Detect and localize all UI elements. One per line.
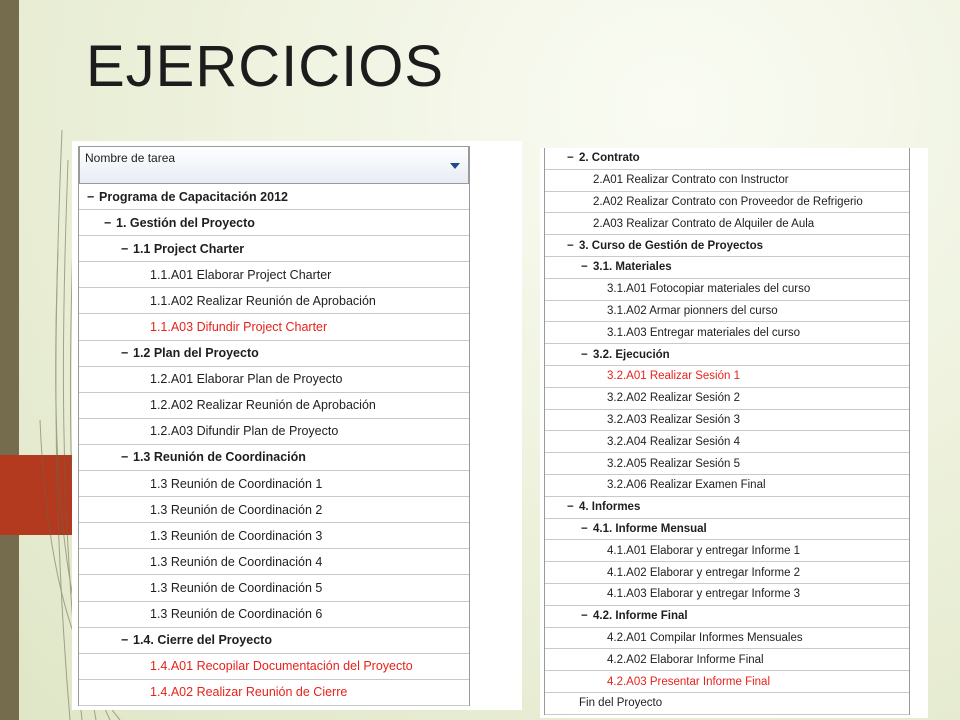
summary-task-row[interactable] (545, 344, 909, 366)
task-row[interactable] (79, 314, 469, 340)
collapse-toggle-icon[interactable]: − (104, 215, 112, 230)
task-row[interactable] (545, 366, 909, 388)
task-name: 4.2.A03 Presentar Informe Final (607, 675, 770, 688)
summary-task-row[interactable] (545, 257, 909, 279)
collapse-toggle-icon[interactable]: − (121, 450, 129, 465)
task-row[interactable] (545, 628, 909, 650)
task-row[interactable] (545, 170, 909, 192)
task-row[interactable] (79, 262, 469, 288)
summary-task-row[interactable] (79, 210, 469, 236)
collapse-toggle-icon[interactable]: − (87, 189, 95, 204)
task-list-right (545, 148, 909, 715)
task-name: 2. Contrato (579, 152, 640, 165)
task-name: 1.1.A01 Elaborar Project Charter (150, 267, 332, 282)
task-name: 3.2.A02 Realizar Sesión 2 (607, 392, 740, 405)
task-name: 4.2.A01 Compilar Informes Mensuales (607, 631, 803, 644)
task-name: 4. Informes (579, 501, 641, 514)
collapse-toggle-icon[interactable]: − (121, 241, 129, 256)
task-row[interactable] (79, 654, 469, 680)
task-name: 1.2.A02 Realizar Reunión de Aprobación (150, 398, 376, 413)
task-row[interactable] (545, 388, 909, 410)
task-name: 1.2.A03 Difundir Plan de Proyecto (150, 424, 339, 439)
task-row[interactable] (545, 584, 909, 606)
task-row[interactable] (545, 279, 909, 301)
task-name: 1.3 Reunión de Coordinación 2 (150, 502, 323, 517)
task-name: 1.4.A01 Recopilar Documentación del Proyecto (150, 659, 413, 674)
task-row[interactable] (545, 431, 909, 453)
task-row[interactable] (545, 192, 909, 214)
summary-task-row[interactable] (79, 628, 469, 654)
task-row[interactable] (79, 288, 469, 314)
task-row[interactable] (545, 322, 909, 344)
collapse-toggle-icon[interactable]: − (567, 152, 574, 165)
task-row[interactable] (79, 367, 469, 393)
task-row[interactable] (545, 562, 909, 584)
task-name: 3.2.A06 Realizar Examen Final (607, 479, 766, 492)
task-row[interactable] (79, 419, 469, 445)
summary-task-row[interactable] (545, 148, 909, 170)
collapse-toggle-icon[interactable]: − (581, 522, 588, 535)
collapse-toggle-icon[interactable]: − (567, 239, 574, 252)
task-name: 1.3 Reunión de Coordinación (133, 450, 306, 465)
task-name: 1.1.A03 Difundir Project Charter (150, 320, 328, 335)
task-name: 3.1.A01 Fotocopiar materiales del curso (607, 283, 811, 296)
slide-title: EJERCICIOS (86, 34, 445, 99)
task-row[interactable] (79, 549, 469, 575)
task-row[interactable] (545, 475, 909, 497)
summary-task-row[interactable] (79, 341, 469, 367)
task-row[interactable] (545, 301, 909, 323)
task-table-left (78, 146, 470, 706)
task-name: 1.3 Reunión de Coordinación 3 (150, 528, 323, 543)
task-name: 1.1.A02 Realizar Reunión de Aprobación (150, 293, 376, 308)
task-row[interactable] (545, 540, 909, 562)
task-name: Programa de Capacitación 2012 (99, 189, 288, 204)
task-name: 3.2.A05 Realizar Sesión 5 (607, 457, 740, 470)
right-screenshot-panel (540, 148, 928, 718)
task-name: Fin del Proyecto (579, 697, 663, 710)
task-row[interactable] (79, 471, 469, 497)
task-row[interactable] (79, 523, 469, 549)
dropdown-arrow-icon[interactable] (450, 163, 460, 169)
task-row[interactable] (545, 693, 909, 715)
task-list-left (79, 184, 469, 706)
task-row[interactable] (545, 453, 909, 475)
task-name: 3.2. Ejecución (593, 348, 670, 361)
collapse-toggle-icon[interactable]: − (121, 633, 129, 648)
task-name: 1.2.A01 Elaborar Plan de Proyecto (150, 372, 343, 387)
task-name: 3. Curso de Gestión de Proyectos (579, 239, 764, 252)
task-name: 3.1.A02 Armar pionners del curso (607, 304, 778, 317)
task-row[interactable] (545, 410, 909, 432)
summary-task-row[interactable] (545, 235, 909, 257)
collapse-toggle-icon[interactable]: − (121, 346, 129, 361)
collapse-toggle-icon[interactable]: − (581, 610, 588, 623)
left-screenshot-panel (72, 141, 522, 710)
summary-task-row[interactable] (545, 606, 909, 628)
summary-task-row[interactable] (545, 519, 909, 541)
task-row[interactable] (79, 497, 469, 523)
task-name: 1.1 Project Charter (133, 241, 245, 256)
task-name: 1.3 Reunión de Coordinación 1 (150, 476, 323, 491)
task-name: 2.A02 Realizar Contrato con Proveedor de Refrigerio (593, 195, 863, 208)
task-name: 3.1. Materiales (593, 261, 672, 274)
task-row[interactable] (545, 671, 909, 693)
task-name: 4.1. Informe Mensual (593, 522, 707, 535)
task-table-right (544, 148, 910, 715)
task-name: 1. Gestión del Proyecto (116, 215, 255, 230)
task-row[interactable] (79, 393, 469, 419)
task-name: 3.2.A01 Realizar Sesión 1 (607, 370, 740, 383)
task-name: 1.4. Cierre del Proyecto (133, 633, 272, 648)
column-header-label: Nombre de tarea (85, 151, 176, 165)
task-row[interactable] (79, 602, 469, 628)
task-name: 1.4.A02 Realizar Reunión de Cierre (150, 685, 348, 700)
task-name: 4.1.A01 Elaborar y entregar Informe 1 (607, 544, 801, 557)
summary-task-row[interactable] (545, 497, 909, 519)
task-name-column-header[interactable] (79, 146, 469, 184)
task-name: 2.A01 Realizar Contrato con Instructor (593, 174, 789, 187)
task-name: 1.3 Reunión de Coordinación 6 (150, 607, 323, 622)
task-name: 4.1.A03 Elaborar y entregar Informe 3 (607, 588, 801, 601)
collapse-toggle-icon[interactable]: − (567, 501, 574, 514)
collapse-toggle-icon[interactable]: − (581, 348, 588, 361)
task-row[interactable] (79, 575, 469, 601)
summary-task-row[interactable] (79, 236, 469, 262)
task-row[interactable] (545, 649, 909, 671)
task-row[interactable] (79, 680, 469, 706)
task-name: 1.3 Reunión de Coordinación 4 (150, 554, 323, 569)
task-name: 4.2. Informe Final (593, 610, 688, 623)
summary-task-row[interactable] (79, 445, 469, 471)
task-name: 2.A03 Realizar Contrato de Alquiler de Aula (593, 217, 815, 230)
task-name: 1.2 Plan del Proyecto (133, 346, 259, 361)
summary-task-row[interactable] (79, 184, 469, 210)
task-name: 1.3 Reunión de Coordinación 5 (150, 580, 323, 595)
task-name: 4.2.A02 Elaborar Informe Final (607, 653, 764, 666)
task-name: 3.2.A04 Realizar Sesión 4 (607, 435, 740, 448)
collapse-toggle-icon[interactable]: − (581, 261, 588, 274)
task-row[interactable] (545, 213, 909, 235)
task-name: 3.1.A03 Entregar materiales del curso (607, 326, 801, 339)
task-name: 3.2.A03 Realizar Sesión 3 (607, 413, 740, 426)
task-name: 4.1.A02 Elaborar y entregar Informe 2 (607, 566, 801, 579)
